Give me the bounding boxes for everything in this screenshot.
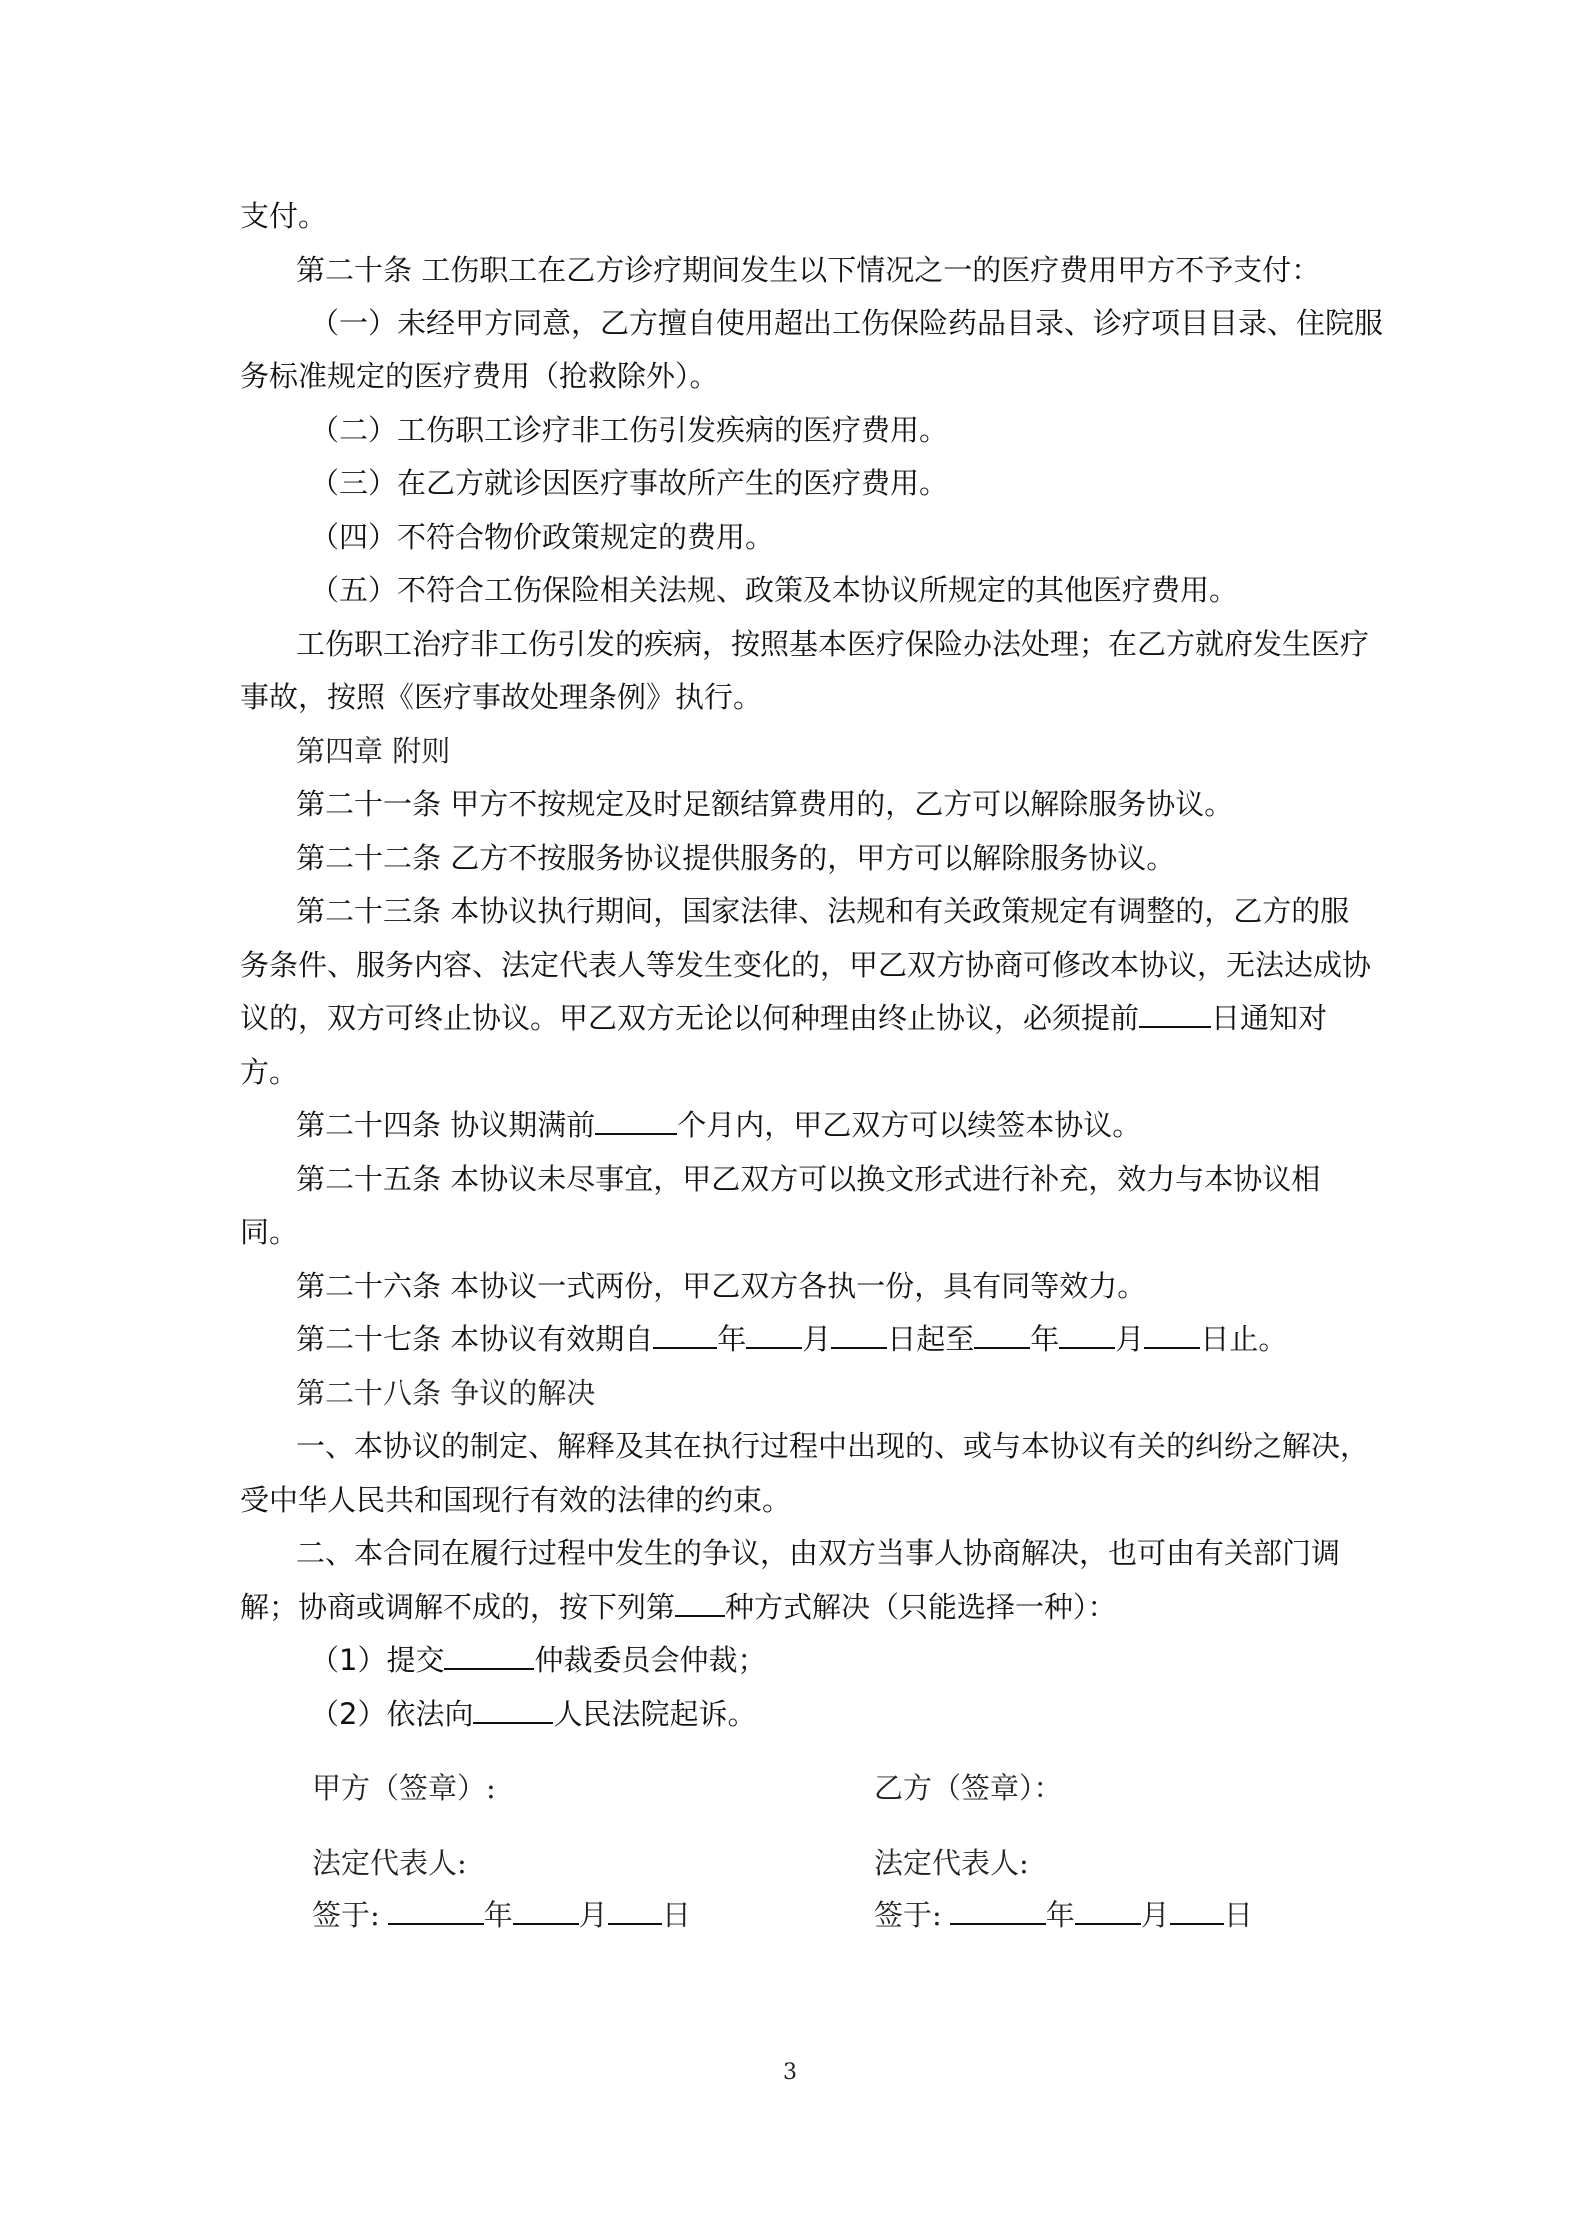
text-segment: （1）提交 (310, 1643, 445, 1677)
fill-in-blank[interactable] (595, 1105, 677, 1135)
text-segment: 第二十四条 协议期满前 (296, 1108, 596, 1142)
list-item: （四）不符合物价政策规定的费用。 (310, 520, 775, 554)
page-number: 3 (783, 2060, 797, 2085)
year-label: 年 (1045, 1898, 1075, 1932)
party-a-sign-date (312, 1895, 691, 1935)
signed-at-label: 签于: (874, 1898, 942, 1932)
text-segment: 月 (802, 1322, 832, 1356)
paragraph-line: 务条件、服务内容、法定代表人等发生变化的，甲乙双方协商可修改本协议，无法达成协 (240, 948, 1372, 982)
day-label: 日 (1223, 1898, 1253, 1932)
year-blank[interactable] (388, 1895, 484, 1925)
article-22: 第二十二条 乙方不按服务协议提供服务的，甲方可以解除服务协议。 (296, 841, 1176, 875)
list-item: （三）在乙方就诊因医疗事故所产生的医疗费用。 (310, 466, 949, 500)
text-segment: 第二十七条 本协议有效期自 (296, 1322, 654, 1356)
text-segment: 年 (1030, 1322, 1060, 1356)
fill-in-blank[interactable] (675, 1587, 725, 1617)
article-27 (296, 1319, 1287, 1359)
text-segment: 个月内，甲乙双方可以续签本协议。 (677, 1108, 1142, 1142)
text-segment: 日通知对 (1211, 1001, 1328, 1035)
fill-in-blank[interactable] (1139, 998, 1211, 1028)
month-label: 月 (1140, 1898, 1170, 1932)
text-segment: 日起至 (887, 1322, 975, 1356)
list-item: （五）不符合工伤保险相关法规、政策及本协议所规定的其他医疗费用。 (310, 573, 1239, 607)
text-segment: 月 (1115, 1322, 1145, 1356)
option-item (310, 1694, 756, 1734)
paragraph-line: 务标准规定的医疗费用（抢救除外）。 (240, 359, 719, 393)
article-26: 第二十六条 本协议一式两份，甲乙双方各执一份，具有同等效力。 (296, 1269, 1147, 1303)
fill-in-blank[interactable] (1144, 1319, 1200, 1349)
fill-in-blank[interactable] (831, 1319, 887, 1349)
paragraph-line (240, 1587, 1117, 1627)
signed-at-label: 签于: (312, 1898, 380, 1932)
chapter-heading: 第四章 附则 (296, 734, 451, 768)
text-segment: 种方式解决（只能选择一种）： (725, 1590, 1117, 1624)
article-23: 第二十三条 本协议执行期间，国家法律、法规和有关政策规定有调整的，乙方的服 (296, 894, 1350, 928)
fill-in-blank[interactable] (444, 1640, 534, 1670)
month-blank[interactable] (513, 1895, 579, 1925)
text-segment: 年 (717, 1322, 747, 1356)
paragraph-line: 同。 (240, 1215, 299, 1249)
party-b-seal-label: 乙方（签章）： (874, 1771, 1063, 1805)
paragraph-line (240, 998, 1327, 1038)
paragraph-line: 方。 (240, 1055, 299, 1089)
article-24 (296, 1105, 1141, 1145)
day-blank[interactable] (1170, 1895, 1224, 1925)
list-item: （二）工伤职工诊疗非工伤引发疾病的医疗费用。 (310, 413, 949, 447)
party-b-sign-date (874, 1895, 1253, 1935)
text-segment: （2）依法向 (310, 1697, 474, 1731)
party-b-representative-label: 法定代表人: (874, 1846, 1029, 1880)
text-segment: 议的，双方可终止协议。甲乙双方无论以何种理由终止协议，必须提前 (240, 1001, 1140, 1035)
fill-in-blank[interactable] (653, 1319, 717, 1349)
party-a-seal-label: 甲方（签章）: (312, 1771, 496, 1805)
text-segment: 解；协商或调解不成的，按下列第 (240, 1590, 676, 1624)
text-segment: 仲裁委员会仲裁； (534, 1643, 767, 1677)
day-blank[interactable] (608, 1895, 662, 1925)
day-label: 日 (661, 1898, 691, 1932)
paragraph-line: 支付。 (240, 199, 328, 233)
paragraph-line: 一、本协议的制定、解释及其在执行过程中出现的、或与本协议有关的纠纷之解决， (296, 1429, 1370, 1463)
fill-in-blank[interactable] (974, 1319, 1030, 1349)
fill-in-blank[interactable] (473, 1694, 553, 1724)
option-item (310, 1640, 766, 1680)
article-20-heading: 第二十条 工伤职工在乙方诊疗期间发生以下情况之一的医疗费用甲方不予支付： (296, 253, 1321, 287)
month-blank[interactable] (1075, 1895, 1141, 1925)
article-25: 第二十五条 本协议未尽事宜，甲乙双方可以换文形式进行补充，效力与本协议相 (296, 1162, 1321, 1196)
paragraph-line: 事故，按照《医疗事故处理条例》执行。 (240, 680, 763, 714)
paragraph-line: 二、本合同在履行过程中发生的争议，由双方当事人协商解决，也可由有关部门调 (296, 1536, 1341, 1570)
year-blank[interactable] (950, 1895, 1046, 1925)
article-28-heading: 第二十八条 争议的解决 (296, 1376, 596, 1410)
text-segment: 人民法院起诉。 (553, 1697, 757, 1731)
list-item: （一）未经甲方同意，乙方擅自使用超出工伤保险药品目录、诊疗项目目录、住院服 (310, 306, 1384, 340)
year-label: 年 (483, 1898, 513, 1932)
text-segment: 日止。 (1200, 1322, 1288, 1356)
paragraph-line: 工伤职工治疗非工伤引发的疾病，按照基本医疗保险办法处理；在乙方就府发生医疗 (296, 627, 1370, 661)
paragraph-line: 受中华人民共和国现行有效的法律的约束。 (240, 1483, 792, 1517)
fill-in-blank[interactable] (1059, 1319, 1115, 1349)
fill-in-blank[interactable] (746, 1319, 802, 1349)
month-label: 月 (578, 1898, 608, 1932)
party-a-representative-label: 法定代表人: (312, 1846, 467, 1880)
article-21: 第二十一条 甲方不按规定及时足额结算费用的，乙方可以解除服务协议。 (296, 787, 1234, 821)
